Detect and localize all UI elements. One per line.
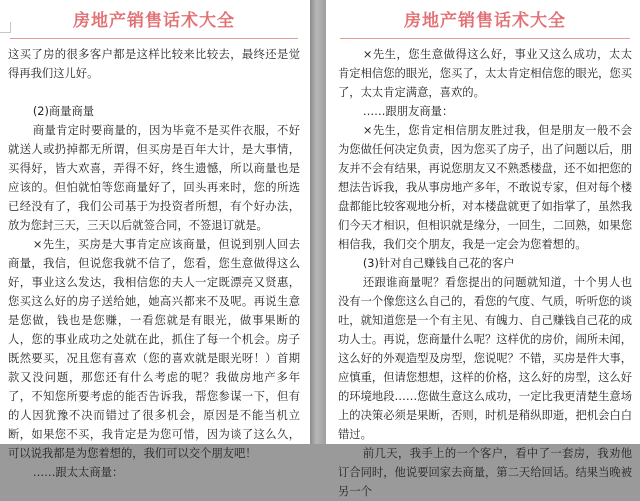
page-title: 房地产销售话术大全 (404, 11, 566, 31)
paragraph: ×先生，您肯定相信朋友胜过我，但是朋友一般不会为您做任何决定负责，因为您买了房子，出了问题以后，朋友并不会有结果，再说您朋友又不熟悉楼盘，还不如把您的想法告诉我，我从事房地产多年，不敢说专家，但对每个楼盘都能比较客观地分析，对本楼盘就更了如指掌了，虽然我们今天才相识，但相识就是缘分，一回生，二回熟，如果您相信我，我们交个朋友，我是一定会为您着想的。 (338, 124, 632, 251)
paragraph: 商量肯定时要商量的，因为毕竟不是买件衣服，不好就送人或扔掉都无所谓，但买房是百年大计，是大事情，买得好，皆大欢喜，弄得不好，终生遗憾，所以商量也是应该的。但怕就怕等您商量好了，回头再来时，您的所选已经没有了，我们公司基于为投资者所想，有个好办法，放为您封三天，三天以后就签合同，不签退订就是。 (8, 124, 300, 232)
document-page-right (326, 0, 640, 498)
paragraph: ……跟朋友商量： (362, 105, 454, 118)
document-page-left (0, 0, 310, 479)
paragraph: ……跟太太商量： (32, 466, 124, 479)
title-divider (340, 38, 630, 39)
paragraph: 还跟谁商量呢？看您提出的问题就知道，十个男人也没有一个像您这么自己的，看您的气度、气质，听听您的谈吐，就知道您是一个有主见、有魄力、自己赚钱自己花的成功人士。再说，您商量什么呢？这样优的房价，闹所未闻，这么好的外观造型及房型，您说呢？不错，买房是件大事，应慎重，但请您想想，这样的价格，这么好的房型，这么好的环境地段……您做生意这么成功，一定比我更清楚生意场上的决策必须是果断，否则，时机是稍纵即逝，把机会白白错过。 (338, 276, 632, 441)
page-gutter (310, 0, 326, 444)
section-heading: (3)针对自己赚钱自己花的客户 (362, 257, 515, 270)
title-divider (10, 38, 298, 39)
paragraph: ×先生，您生意做得这么好，事业又这么成功，太太肯定相信您的眼光，您买了，太太肯定相信您的眼光，您买了，太太肯定满意，喜欢的。 (338, 48, 632, 99)
section-heading: (2)商量商量 (32, 105, 95, 118)
paragraph: ×先生，买房是大事肯定应该商量，但说到别人回去商量，我信，但说您我就不信了，您看，您生意做得这么好，事业这么发达，我相信您的夫人一定既漂亮又贤惠，您买这么好的房子送给她，她高兴都来不及呢。再说生意是您做，钱也是您赚，一看您就是有眼光，做事果断的人，您的事业成功之处就在此，抓住了每一个机会。房子既然要买，况且您有喜欢（您的喜欢就是眼光呀！）首期款又没问题，那您还有什么考虑的呢？我做房地产多年了，不知您所要考虑的能否告诉我，帮您参谋一下，但有的人因犹豫不决而错过了很多机会，原因是不能当机立断，如果您不买，我肯定是为您可惜，因为谈了这么久，可以说我都是为您着想的，我们可以交个朋友吧！ (8, 238, 300, 460)
page-title: 房地产销售话术大全 (73, 11, 235, 31)
paragraph: 这买了房的很多客户都是这样比较来比较去，最终还是觉得再我们这儿好。 (8, 48, 300, 80)
paragraph: 前几天，我手上的一个客户，看中了一套房，我劝他订合同时，他说要回家去商量，第二天给回话。结果当晚被另一个 (338, 447, 632, 498)
page-corner-mark (0, 22, 11, 33)
